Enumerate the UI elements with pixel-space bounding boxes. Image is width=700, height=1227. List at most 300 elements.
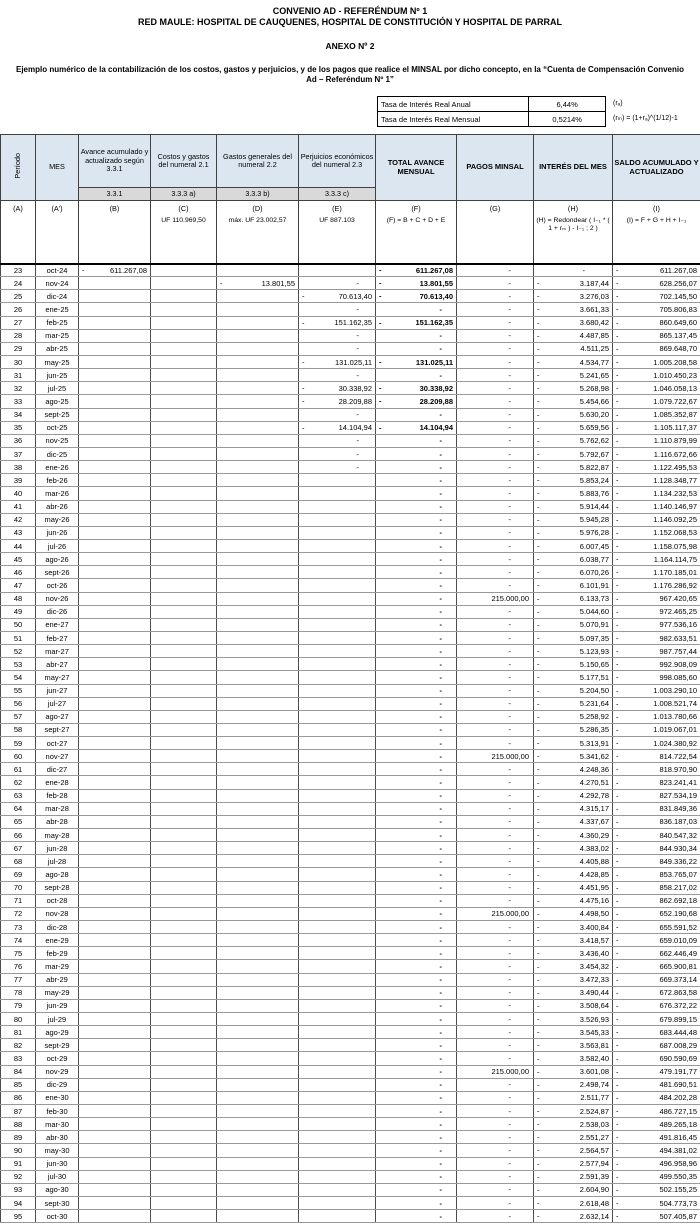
amount: 1.079.722,67 xyxy=(653,396,697,406)
cell-pagos-g: - xyxy=(457,355,534,368)
table-row xyxy=(1,750,700,763)
amount: 702.145,50 xyxy=(659,291,697,301)
cell-gastos-d xyxy=(217,802,299,815)
cell-saldo-i xyxy=(613,290,700,303)
negative-sign: - xyxy=(537,541,540,551)
cell-interes-h xyxy=(534,1170,613,1183)
cell-period: 54 xyxy=(1,671,36,684)
amount: 659.010,09 xyxy=(659,935,697,945)
cell-period: 66 xyxy=(1,829,36,842)
table-row xyxy=(1,303,700,316)
interest-rates-table xyxy=(377,96,606,127)
amount: 1.046.058,13 xyxy=(653,383,697,393)
amount: 3.400,84 xyxy=(579,922,609,932)
cell-mes: mar-26 xyxy=(36,487,79,500)
cell-costos-c xyxy=(151,1183,217,1196)
table-row xyxy=(1,960,700,973)
cell-gastos-d xyxy=(217,395,299,408)
cell-gastos-d xyxy=(217,1196,299,1209)
cell-perjuicios-e xyxy=(299,579,376,592)
cell-mes: mar-27 xyxy=(36,645,79,658)
table-row xyxy=(1,697,700,710)
cell-avance-b xyxy=(79,1183,151,1196)
table-row xyxy=(1,1131,700,1144)
cell-total-f: - xyxy=(376,815,457,828)
cell-interes-h xyxy=(534,1118,613,1131)
amount: 70.613,40 xyxy=(338,291,372,301)
cell-total-f: - xyxy=(376,684,457,697)
negative-sign: - xyxy=(616,410,619,420)
cell-gastos-d xyxy=(217,1131,299,1144)
cell-interes-h xyxy=(534,763,613,776)
amount: 831.849,36 xyxy=(659,804,697,814)
negative-sign: - xyxy=(616,488,619,498)
negative-sign: - xyxy=(379,357,382,367)
table-row xyxy=(1,487,700,500)
amount: 3.187,44 xyxy=(579,278,609,288)
negative-sign: - xyxy=(616,778,619,788)
cell-gastos-d xyxy=(217,737,299,750)
cell-interes-h xyxy=(534,434,613,447)
negative-sign: - xyxy=(616,449,619,459)
cell-interes-h xyxy=(534,553,613,566)
cell-interes-h xyxy=(534,1026,613,1039)
negative-sign: - xyxy=(302,396,305,406)
negative-sign: - xyxy=(302,291,305,301)
cell-total-f: - xyxy=(376,553,457,566)
cell-saldo-i xyxy=(613,802,700,815)
cell-costos-c xyxy=(151,723,217,736)
cell-saldo-i xyxy=(613,618,700,631)
negative-sign: - xyxy=(537,988,540,998)
cell-period: 73 xyxy=(1,921,36,934)
cell-avance-b xyxy=(79,513,151,526)
cell-avance-b xyxy=(79,907,151,920)
cell-pagos-g: - xyxy=(457,408,534,421)
cell-period: 62 xyxy=(1,776,36,789)
cell-period: 90 xyxy=(1,1144,36,1157)
cell-total-f: - xyxy=(376,474,457,487)
cell-mes: oct-27 xyxy=(36,737,79,750)
cell-gastos-d xyxy=(217,1157,299,1170)
cell-interes-h xyxy=(534,710,613,723)
cell-perjuicios-e xyxy=(299,894,376,907)
negative-sign: - xyxy=(537,948,540,958)
cell-perjuicios-e xyxy=(299,1210,376,1223)
negative-sign: - xyxy=(537,620,540,630)
cell-mes: jun-27 xyxy=(36,684,79,697)
cell-gastos-d xyxy=(217,277,299,290)
cell-mes: feb-26 xyxy=(36,474,79,487)
negative-sign: - xyxy=(616,922,619,932)
cell-pagos-g: - xyxy=(457,960,534,973)
cell-perjuicios-e xyxy=(299,776,376,789)
cell-period: 43 xyxy=(1,526,36,539)
cell-perjuicios-e xyxy=(299,474,376,487)
amount: 972.465,25 xyxy=(659,607,697,617)
cell-avance-b xyxy=(79,894,151,907)
cell-interes-h xyxy=(534,447,613,460)
amount: 1.176.286,92 xyxy=(653,580,697,590)
cell-period: 34 xyxy=(1,408,36,421)
negative-sign: - xyxy=(302,383,305,393)
negative-sign: - xyxy=(616,607,619,617)
cell-costos-c xyxy=(151,500,217,513)
table-row xyxy=(1,671,700,684)
cell-interes-h xyxy=(534,999,613,1012)
cell-gastos-d xyxy=(217,539,299,552)
amount: 4.451,95 xyxy=(579,883,609,893)
cell-mes: ene-30 xyxy=(36,1091,79,1104)
column-header-periodo xyxy=(1,135,36,201)
cell-total-f: - xyxy=(376,1052,457,1065)
header-row-letters xyxy=(1,201,700,264)
cell-costos-c xyxy=(151,382,217,395)
rate-note-monthly: (rₘ) = (1+rₐ)^(1/12)-1 xyxy=(613,115,678,122)
cell-period: 32 xyxy=(1,382,36,395)
cell-period: 40 xyxy=(1,487,36,500)
cell-mes: feb-29 xyxy=(36,947,79,960)
amount: 494.381,02 xyxy=(659,1145,697,1155)
cell-mes: ago-28 xyxy=(36,868,79,881)
cell-gastos-d xyxy=(217,710,299,723)
cell-costos-c xyxy=(151,855,217,868)
negative-sign: - xyxy=(302,357,305,367)
cell-avance-b xyxy=(79,342,151,355)
negative-sign: - xyxy=(537,1198,540,1208)
amount: 5.454,66 xyxy=(579,396,609,406)
cell-pagos-g: - xyxy=(457,1105,534,1118)
cell-saldo-i xyxy=(613,513,700,526)
cell-costos-c xyxy=(151,907,217,920)
cell-pagos-g: - xyxy=(457,999,534,1012)
cell-total-f: - xyxy=(376,986,457,999)
cell-period: 55 xyxy=(1,684,36,697)
cell-period: 27 xyxy=(1,316,36,329)
cell-saldo-i xyxy=(613,1131,700,1144)
amount: 1.122.495,53 xyxy=(653,462,697,472)
cell-interes-h xyxy=(534,658,613,671)
cell-pagos-g: - xyxy=(457,605,534,618)
cell-pagos-g: - xyxy=(457,658,534,671)
negative-sign: - xyxy=(616,988,619,998)
cell-perjuicios-e xyxy=(299,1052,376,1065)
negative-sign: - xyxy=(537,1054,540,1063)
cell-total-f: - xyxy=(376,750,457,763)
cell-gastos-d xyxy=(217,618,299,631)
amount: 865.137,45 xyxy=(659,331,697,341)
cell-costos-c xyxy=(151,566,217,579)
negative-sign: - xyxy=(537,1067,540,1077)
cell-mes: sept-26 xyxy=(36,566,79,579)
cell-perjuicios-e: - xyxy=(299,342,376,355)
table-row xyxy=(1,1210,700,1223)
cell-pagos-g: - xyxy=(457,487,534,500)
cell-period: 63 xyxy=(1,789,36,802)
cell-pagos-g: - xyxy=(457,842,534,855)
cell-avance-b xyxy=(79,763,151,776)
cell-total-f: - xyxy=(376,973,457,986)
cell-avance-b xyxy=(79,1013,151,1026)
negative-sign: - xyxy=(616,633,619,643)
table-row xyxy=(1,1013,700,1026)
cell-total-f: - xyxy=(376,1065,457,1078)
amount: 977.536,16 xyxy=(659,620,697,630)
negative-sign: - xyxy=(616,541,619,551)
cell-total-f: - xyxy=(376,1183,457,1196)
amount: 5.268,98 xyxy=(579,383,609,393)
cell-total-f: - xyxy=(376,947,457,960)
cell-pagos-g: - xyxy=(457,539,534,552)
letter-a: (A) xyxy=(1,201,36,264)
amount: 4.475,16 xyxy=(579,896,609,906)
table-body xyxy=(1,264,700,1223)
negative-sign: - xyxy=(379,278,382,288)
negative-sign: - xyxy=(616,436,619,446)
amount: 3.601,08 xyxy=(579,1067,609,1077)
cell-perjuicios-e xyxy=(299,1105,376,1118)
table-row xyxy=(1,513,700,526)
cell-saldo-i xyxy=(613,868,700,881)
negative-sign: - xyxy=(537,764,540,774)
cell-pagos-g: - xyxy=(457,618,534,631)
negative-sign: - xyxy=(616,1001,619,1011)
compensation-table xyxy=(0,134,700,1223)
cell-avance-b xyxy=(79,973,151,986)
cell-period: 88 xyxy=(1,1118,36,1131)
cell-perjuicios-e xyxy=(299,645,376,658)
cell-mes: jul-28 xyxy=(36,855,79,868)
cell-perjuicios-e xyxy=(299,842,376,855)
negative-sign: - xyxy=(379,318,382,328)
subref-333a: 3.3.3 a) xyxy=(151,188,217,201)
cell-saldo-i xyxy=(613,1065,700,1078)
cell-perjuicios-e xyxy=(299,566,376,579)
cell-perjuicios-e xyxy=(299,539,376,552)
cell-mes: jul-25 xyxy=(36,382,79,395)
cell-saldo-i xyxy=(613,421,700,434)
cell-total-f: - xyxy=(376,1131,457,1144)
cell-gastos-d xyxy=(217,658,299,671)
cell-interes-h xyxy=(534,960,613,973)
amount: 1.146.092,25 xyxy=(653,515,697,525)
cell-perjuicios-e xyxy=(299,1078,376,1091)
cell-pagos-g: - xyxy=(457,815,534,828)
cell-pagos-g: - xyxy=(457,1013,534,1026)
cell-period: 86 xyxy=(1,1091,36,1104)
cell-interes-h xyxy=(534,329,613,342)
amount: 6.007,45 xyxy=(579,541,609,551)
cell-avance-b xyxy=(79,264,151,277)
cell-interes-h xyxy=(534,461,613,474)
cell-avance-b xyxy=(79,671,151,684)
cell-saldo-i xyxy=(613,1210,700,1223)
cell-period: 48 xyxy=(1,592,36,605)
cell-avance-b xyxy=(79,723,151,736)
cell-perjuicios-e xyxy=(299,1183,376,1196)
amount: 3.661,33 xyxy=(579,304,609,314)
cell-perjuicios-e xyxy=(299,855,376,868)
amount: 967.420,65 xyxy=(659,594,697,604)
cell-period: 77 xyxy=(1,973,36,986)
negative-sign: - xyxy=(616,1093,619,1103)
amount: 3.545,33 xyxy=(579,1027,609,1037)
negative-sign: - xyxy=(616,935,619,945)
cell-mes: jun-30 xyxy=(36,1157,79,1170)
cell-pagos-g: - xyxy=(457,342,534,355)
cell-pagos-g: - xyxy=(457,684,534,697)
cell-interes-h xyxy=(534,855,613,868)
negative-sign: - xyxy=(537,580,540,590)
cell-saldo-i xyxy=(613,434,700,447)
table-row xyxy=(1,658,700,671)
cell-gastos-d xyxy=(217,1210,299,1223)
cell-mes: abr-30 xyxy=(36,1131,79,1144)
cell-period: 36 xyxy=(1,434,36,447)
amount: 814.722,54 xyxy=(659,751,697,761)
amount: 5.976,28 xyxy=(579,528,609,538)
cell-period: 81 xyxy=(1,1026,36,1039)
cell-total-f: - xyxy=(376,526,457,539)
cell-perjuicios-e xyxy=(299,723,376,736)
cell-avance-b xyxy=(79,855,151,868)
amount: 5.792,67 xyxy=(579,449,609,459)
cell-costos-c xyxy=(151,1144,217,1157)
cell-avance-b xyxy=(79,1210,151,1223)
cell-total-f: - xyxy=(376,671,457,684)
cell-saldo-i xyxy=(613,631,700,644)
cell-costos-c xyxy=(151,605,217,618)
cell-saldo-i xyxy=(613,763,700,776)
table-row xyxy=(1,907,700,920)
amount: 836.187,03 xyxy=(659,817,697,827)
cell-perjuicios-e xyxy=(299,395,376,408)
cell-avance-b xyxy=(79,868,151,881)
cell-saldo-i xyxy=(613,723,700,736)
cell-interes-h xyxy=(534,894,613,907)
cell-gastos-d xyxy=(217,829,299,842)
negative-sign: - xyxy=(537,1132,540,1142)
cell-perjuicios-e xyxy=(299,737,376,750)
cell-mes: sept-25 xyxy=(36,408,79,421)
cell-period: 30 xyxy=(1,355,36,368)
cell-mes: ago-26 xyxy=(36,553,79,566)
cell-pagos-g: - xyxy=(457,277,534,290)
rate-value-monthly: 0,5214% xyxy=(529,112,606,127)
negative-sign: - xyxy=(537,502,540,512)
cell-costos-c xyxy=(151,1091,217,1104)
cell-costos-c xyxy=(151,645,217,658)
cell-saldo-i xyxy=(613,264,700,277)
table-row xyxy=(1,776,700,789)
negative-sign: - xyxy=(616,1172,619,1182)
negative-sign: - xyxy=(616,948,619,958)
cell-mes: nov-27 xyxy=(36,750,79,763)
cell-perjuicios-e: - xyxy=(299,434,376,447)
cell-perjuicios-e xyxy=(299,907,376,920)
cell-total-f: - xyxy=(376,934,457,947)
negative-sign: - xyxy=(537,488,540,498)
cell-total-f: - xyxy=(376,776,457,789)
amount: 5.883,76 xyxy=(579,488,609,498)
cell-total-f: - xyxy=(376,369,457,382)
table-row xyxy=(1,986,700,999)
cell-pagos-g: - xyxy=(457,1183,534,1196)
negative-sign: - xyxy=(537,383,540,393)
negative-sign: - xyxy=(537,791,540,801)
cell-total-f: - xyxy=(376,868,457,881)
cell-interes-h xyxy=(534,1039,613,1052)
amount: 5.177,51 xyxy=(579,672,609,682)
cell-total-f: - xyxy=(376,447,457,460)
negative-sign: - xyxy=(616,567,619,577)
cell-total-f xyxy=(376,264,457,277)
negative-sign: - xyxy=(537,462,540,472)
cell-costos-c xyxy=(151,684,217,697)
cell-mes: oct-29 xyxy=(36,1052,79,1065)
cell-period: 60 xyxy=(1,750,36,763)
cell-interes-h xyxy=(534,500,613,513)
cell-saldo-i xyxy=(613,447,700,460)
cell-costos-c xyxy=(151,1131,217,1144)
cell-avance-b xyxy=(79,316,151,329)
amount: 672.863,58 xyxy=(659,988,697,998)
negative-sign: - xyxy=(537,396,540,406)
cell-gastos-d xyxy=(217,461,299,474)
cell-perjuicios-e xyxy=(299,1144,376,1157)
cell-interes-h xyxy=(534,986,613,999)
cell-saldo-i xyxy=(613,1183,700,1196)
cell-mes: ene-29 xyxy=(36,934,79,947)
page-subtitle: RED MAULE: HOSPITAL DE CAUQUENES, HOSPITAL DE CONSTITUCIÓN Y HOSPITAL DE PARRAL xyxy=(137,17,563,27)
cell-avance-b xyxy=(79,579,151,592)
cell-period: 93 xyxy=(1,1183,36,1196)
cell-total-f: - xyxy=(376,697,457,710)
table-row xyxy=(1,1065,700,1078)
limit-c: UF 110.969,50 xyxy=(161,216,206,224)
cell-gastos-d xyxy=(217,342,299,355)
cell-total-f: - xyxy=(376,408,457,421)
amount: 507.405,87 xyxy=(659,1211,697,1221)
cell-gastos-d xyxy=(217,1144,299,1157)
cell-period: 57 xyxy=(1,710,36,723)
table-row xyxy=(1,855,700,868)
cell-period: 71 xyxy=(1,894,36,907)
cell-avance-b xyxy=(79,355,151,368)
negative-sign: - xyxy=(616,515,619,525)
column-header-saldo: SALDO ACUMULADO Y ACTUALIZADO xyxy=(613,135,700,201)
negative-sign: - xyxy=(616,620,619,630)
cell-mes: dic-27 xyxy=(36,763,79,776)
amount: 4.292,78 xyxy=(579,791,609,801)
cell-avance-b xyxy=(79,500,151,513)
cell-mes: feb-25 xyxy=(36,316,79,329)
table-row xyxy=(1,973,700,986)
cell-avance-b xyxy=(79,369,151,382)
table-row xyxy=(1,1078,700,1091)
cell-perjuicios-e xyxy=(299,868,376,881)
cell-total-f: - xyxy=(376,631,457,644)
cell-interes-h xyxy=(534,303,613,316)
cell-avance-b xyxy=(79,487,151,500)
amount: 987.757,44 xyxy=(659,646,697,656)
negative-sign: - xyxy=(537,1119,540,1129)
amount: 998.085,60 xyxy=(659,672,697,682)
cell-perjuicios-e xyxy=(299,1118,376,1131)
negative-sign: - xyxy=(537,778,540,788)
cell-pagos-g: - xyxy=(457,290,534,303)
table-row xyxy=(1,763,700,776)
